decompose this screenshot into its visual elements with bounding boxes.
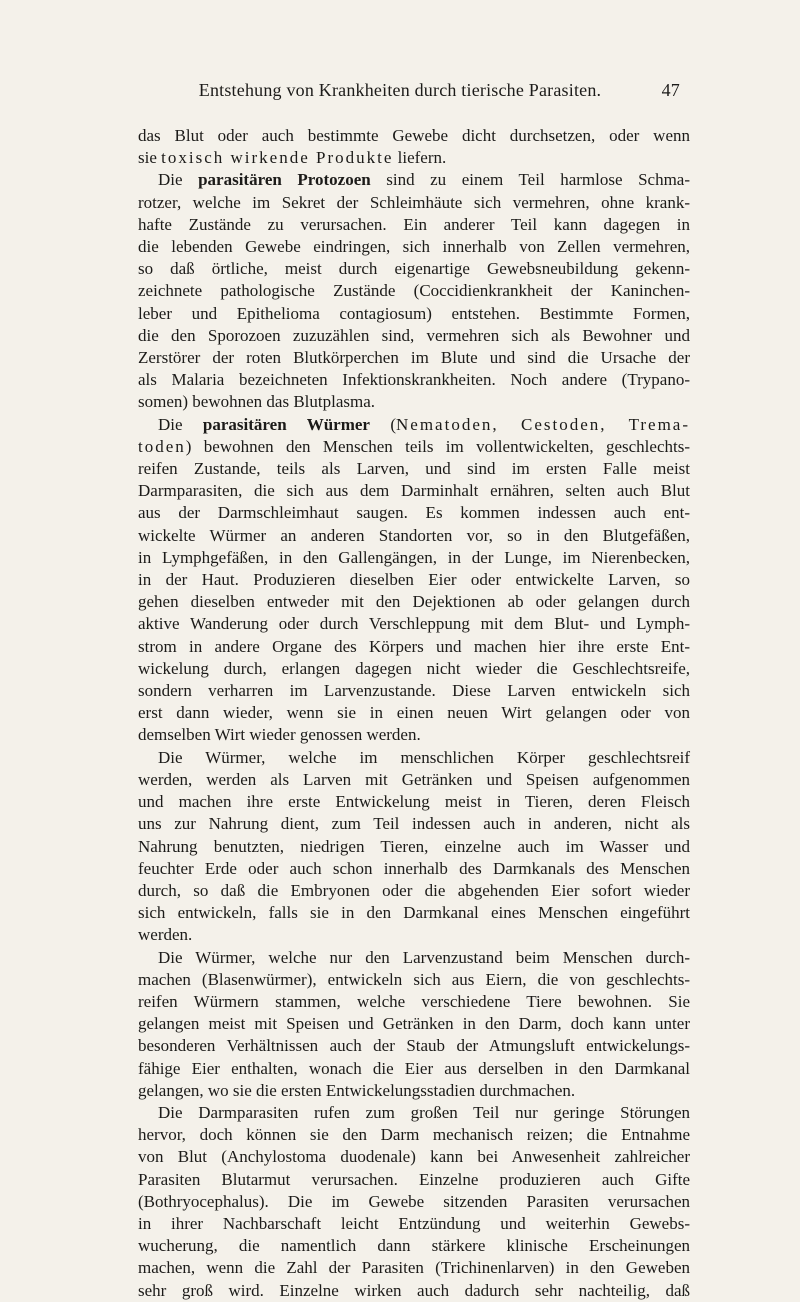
text-line (138, 569, 690, 591)
text-run: werden, werden als Larven mit Getränken und Speisen aufgenommen (138, 769, 690, 789)
text-line (138, 702, 690, 724)
spaced-term: toden (138, 436, 186, 456)
text-run: demselben Wirt wieder genossen werden. (138, 725, 421, 745)
text-run: Die Würmer, welche im menschlichen Körper geschlechtsreif (158, 747, 690, 767)
text-run: Nahrung benutzten, niedrigen Tieren, einzelne auch im Wasser und (138, 836, 690, 856)
text-run: so daß örtliche, meist durch eigenartige Gewebsneubildung gekenn- (138, 259, 690, 279)
text-line (138, 1235, 690, 1257)
page-number: 47 (661, 80, 680, 100)
text-line (138, 836, 690, 858)
text-run: Die Würmer, welche nur den Larvenzustand beim Menschen durch- (158, 947, 690, 967)
text-line (138, 680, 690, 702)
text-run: durch, so daß die Embryonen oder die abgehenden Eier sofort wieder (138, 880, 690, 900)
text-line (138, 1146, 690, 1168)
text-run: gehen dieselben entweder mit den Dejektionen ab oder gelangen durch (138, 592, 690, 612)
text-run: uns zur Nahrung dient, zum Teil indessen auch in anderen, nicht als (138, 814, 690, 834)
text-line (138, 724, 690, 746)
text-run: hervor, doch können sie den Darm mechanisch reizen; die Entnahme (138, 1125, 690, 1145)
text-run: reifen Zustande, teils als Larven, und sind im ersten Falle meist (138, 459, 690, 479)
text-line (138, 924, 690, 946)
text-run: Zerstörer der roten Blutkörperchen im Blute und sind die Ursache der (138, 348, 690, 368)
text-line (138, 502, 690, 524)
text-line (138, 1257, 690, 1279)
text-line (138, 214, 690, 236)
text-run: Darmparasiten, die sich aus dem Darminhalt ernähren, selten auch Blut (138, 481, 690, 501)
text-run: das Blut oder auch bestimmte Gewebe dicht durchsetzen, oder wenn (138, 126, 690, 145)
text-run: Die (158, 414, 203, 434)
text-line (138, 236, 690, 258)
text-line (138, 591, 690, 613)
text-line (138, 858, 690, 880)
text-line (138, 813, 690, 835)
text-run: feuchter Erde oder auch schon innerhalb des Darmkanals des Menschen (138, 858, 690, 878)
text-run: reifen Würmern stammen, welche verschiedene Tiere bewohnen. Sie (138, 991, 690, 1011)
text-line (138, 258, 690, 280)
text-line (138, 147, 690, 169)
text-run: aktive Wanderung oder durch Verschleppung mit dem Blut- und Lymph- (138, 614, 690, 634)
text-run: leber und Epithelioma contagiosum) entstehen. Bestimmte Formen, (138, 303, 690, 323)
text-run: als Malaria bezeichneten Infektionskrankheiten. Noch andere (Trypano- (138, 370, 690, 390)
text-line (138, 325, 690, 347)
text-line (138, 525, 690, 547)
text-run: Parasiten Blutarmut verursachen. Einzelne produzieren auch Gifte (138, 1169, 690, 1189)
text-run: ) bewohnen den Menschen teils im vollentwickelten, geschlechts- (185, 436, 690, 456)
text-line (138, 791, 690, 813)
spaced-term: Nematoden, Cestoden, Trema- (396, 414, 690, 434)
text-line (138, 947, 690, 969)
text-line (138, 613, 690, 635)
text-line (138, 1124, 690, 1146)
text-line (138, 547, 690, 569)
text-line (138, 347, 690, 369)
text-line (138, 991, 690, 1013)
text-run: sondern verharren im Larvenzustande. Diese Larven entwickeln sich (138, 681, 690, 701)
text-line (138, 125, 690, 147)
text-run: sehr groß wird. Einzelne wirken auch dadurch sehr nachteilig, daß (138, 1280, 690, 1300)
text-line (138, 414, 690, 436)
text-line (138, 658, 690, 680)
text-run: somen) bewohnen das Blutplasma. (138, 392, 376, 412)
text-line (138, 636, 690, 658)
text-run: hafte Zustände zu verursachen. Ein anderer Teil kann dagegen in (138, 214, 690, 234)
text-run: sich entwickeln, falls sie in den Darmkanal eines Menschen eingeführt (138, 903, 690, 923)
text-line (138, 369, 690, 391)
text-line (138, 1169, 690, 1191)
text-run: sind zu einem Teil harmlose Schma- (370, 170, 690, 190)
text-run: strom in andere Organe des Körpers und machen hier ihre erste Ent- (138, 636, 690, 656)
text-run: liefern. (393, 148, 447, 168)
text-run: die den Sporozoen zuzuzählen sind, vermehren sich als Bewohner und (138, 325, 690, 345)
text-run: von Blut (Anchylostoma duodenale) kann bei Anwesenheit zahlreicher (138, 1147, 690, 1167)
text-line (138, 303, 690, 325)
text-line (138, 1013, 690, 1035)
text-line (138, 280, 690, 302)
text-line (138, 1191, 690, 1213)
text-run: Die (158, 170, 199, 190)
text-run: sie (138, 148, 162, 168)
text-run: in ihrer Nachbarschaft leicht Entzündung und weiterhin Gewebs- (138, 1213, 690, 1233)
text-run: fähige Eier enthalten, wonach die Eier aus derselben in den Darmkanal (138, 1058, 690, 1078)
running-head (120, 80, 680, 101)
text-line (138, 192, 690, 214)
text-run: (Bothryocephalus). Die im Gewebe sitzenden Parasiten verursachen (138, 1191, 690, 1211)
text-run: machen (Blasenwürmer), entwickeln sich aus Eiern, die von geschlechts- (138, 969, 690, 989)
text-run: zeichnete pathologische Zustände (Coccidienkrankheit der Kaninchen- (138, 281, 690, 301)
text-run: wucherung, die namentlich dann stärkere klinische Erscheinungen (138, 1236, 690, 1256)
body-text (138, 125, 690, 1302)
text-run: besonderen Verhältnissen auch der Staub der Atmungsluft entwickelungs- (138, 1036, 690, 1056)
text-line (138, 1035, 690, 1057)
text-run: in Lymphgefäßen, in den Gallengängen, in der Lunge, im Nierenbecken, (138, 547, 690, 567)
text-line (138, 480, 690, 502)
text-line (138, 880, 690, 902)
text-line (138, 769, 690, 791)
bold-term: parasitären Protozoen (198, 170, 371, 190)
text-line (138, 1280, 690, 1302)
text-line (138, 969, 690, 991)
text-run: gelangen, wo sie die ersten Entwickelungsstadien durchmachen. (138, 1080, 576, 1100)
text-run: die lebenden Gewebe eindringen, sich innerhalb von Zellen vermehren, (138, 237, 690, 257)
text-line (138, 169, 690, 191)
text-line (138, 902, 690, 924)
text-run: aus der Darmschleimhaut saugen. Es kommen indessen auch ent- (138, 503, 690, 523)
bold-term: parasitären Würmer (202, 414, 370, 434)
text-line (138, 391, 690, 413)
text-run: wickelung durch, erlangen dagegen nicht wieder die Geschlechtsreife, (138, 658, 690, 678)
text-run: erst dann wieder, wenn sie in einen neuen Wirt gelangen oder von (138, 703, 690, 723)
text-run: gelangen meist mit Speisen und Getränken in den Darm, doch kann unter (138, 1014, 690, 1034)
text-line (138, 1213, 690, 1235)
running-head-title: Entstehung von Krankheiten durch tierische Parasiten. (198, 80, 602, 100)
text-line (138, 1080, 690, 1102)
text-run: machen, wenn die Zahl der Parasiten (Trichinenlarven) in den Geweben (138, 1258, 690, 1278)
text-line (138, 458, 690, 480)
text-run: Die Darmparasiten rufen zum großen Teil nur geringe Störungen (158, 1102, 690, 1122)
text-line (138, 436, 690, 458)
text-run: und machen ihre erste Entwickelung meist in Tieren, deren Fleisch (138, 792, 690, 812)
text-run: in der Haut. Produzieren dieselben Eier oder entwickelte Larven, so (138, 570, 690, 590)
spaced-term: toxisch wirkende Produkte (161, 148, 394, 168)
text-run: rotzer, welche im Sekret der Schleimhäute sich vermehren, ohne krank- (138, 192, 690, 212)
text-run: werden. (138, 925, 193, 945)
text-line (138, 747, 690, 769)
text-line (138, 1102, 690, 1124)
text-run: ( (369, 414, 397, 434)
text-line (138, 1058, 690, 1080)
text-run: wickelte Würmer an anderen Standorten vor, so in den Blutgefäßen, (138, 525, 690, 545)
